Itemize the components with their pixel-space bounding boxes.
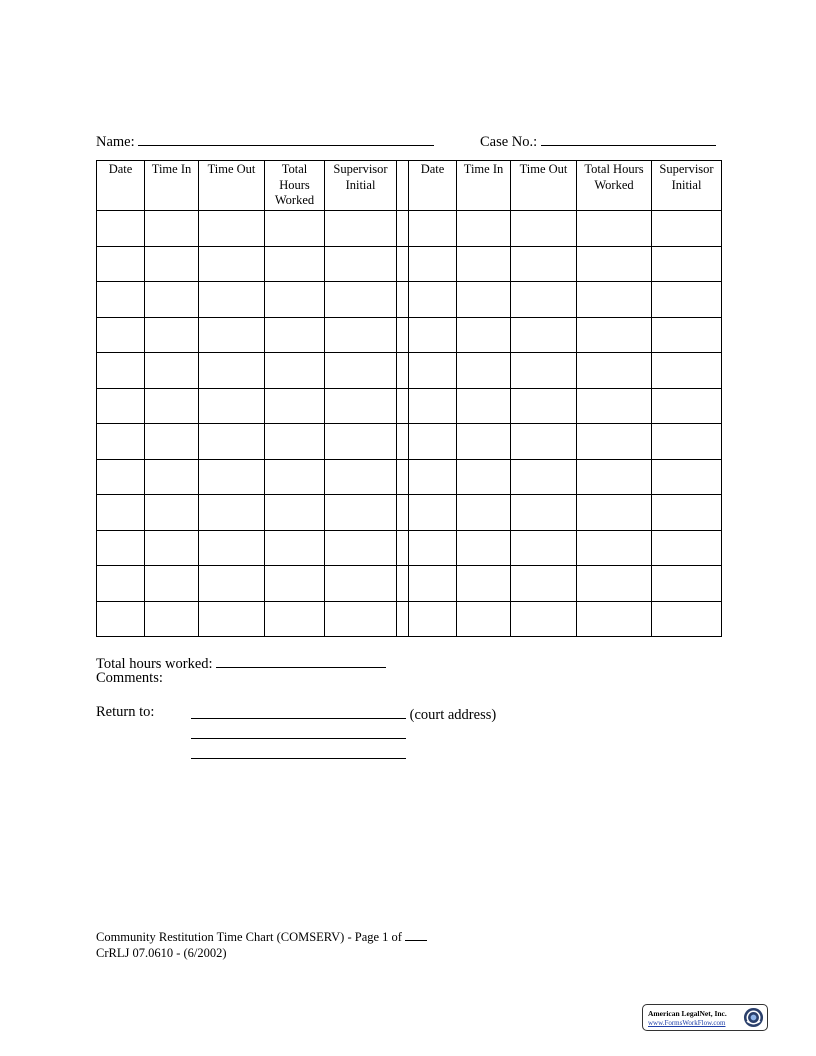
- entry-cell[interactable]: [409, 530, 457, 566]
- entry-cell[interactable]: [325, 388, 397, 424]
- entry-cell[interactable]: [457, 282, 511, 318]
- time-log-body: [97, 211, 722, 637]
- table-row: [97, 282, 722, 318]
- entry-cell[interactable]: [577, 601, 652, 637]
- case-number-row: [480, 131, 716, 151]
- entry-cell[interactable]: [97, 530, 145, 566]
- table-row: [97, 317, 722, 353]
- entry-cell[interactable]: [145, 424, 199, 460]
- entry-cell[interactable]: [265, 566, 325, 602]
- entry-cell[interactable]: [652, 353, 722, 389]
- table-row: [97, 459, 722, 495]
- entry-cell[interactable]: [145, 246, 199, 282]
- entry-cell[interactable]: [409, 211, 457, 247]
- col-header-time-in: Time In: [145, 161, 199, 211]
- entry-cell[interactable]: [97, 424, 145, 460]
- entry-cell[interactable]: [325, 530, 397, 566]
- entry-cell[interactable]: [265, 388, 325, 424]
- entry-cell[interactable]: [409, 601, 457, 637]
- entry-cell[interactable]: [97, 459, 145, 495]
- col-header-time-out-2: Time Out: [511, 161, 577, 211]
- entry-cell[interactable]: [145, 317, 199, 353]
- table-row: [97, 495, 722, 531]
- entry-cell[interactable]: [145, 601, 199, 637]
- entry-cell[interactable]: [511, 459, 577, 495]
- entry-cell[interactable]: [145, 566, 199, 602]
- footer-page-text: Community Restitution Time Chart (COMSERV) - Page 1 of: [96, 930, 402, 944]
- entry-cell[interactable]: [652, 282, 722, 318]
- entry-cell[interactable]: [409, 282, 457, 318]
- return-address-line-1-row: [191, 704, 496, 724]
- entry-cell[interactable]: [145, 530, 199, 566]
- entry-cell[interactable]: [577, 424, 652, 460]
- entry-cell[interactable]: [652, 211, 722, 247]
- entry-cell[interactable]: [145, 459, 199, 495]
- entry-cell[interactable]: [511, 601, 577, 637]
- entry-cell[interactable]: [199, 353, 265, 389]
- entry-cell[interactable]: [409, 353, 457, 389]
- entry-cell[interactable]: [97, 282, 145, 318]
- entry-cell[interactable]: [325, 353, 397, 389]
- entry-cell[interactable]: [199, 566, 265, 602]
- return-address-line-3[interactable]: [191, 758, 406, 759]
- spacer-cell: [397, 353, 409, 389]
- form-footer-code: CrRLJ 07.0610 - (6/2002): [96, 946, 227, 960]
- entry-cell[interactable]: [97, 566, 145, 602]
- case-number-label: Case No.:: [480, 134, 538, 150]
- entry-cell[interactable]: [457, 566, 511, 602]
- entry-cell[interactable]: [409, 388, 457, 424]
- publisher-badge: [642, 1004, 768, 1031]
- entry-cell[interactable]: [265, 495, 325, 531]
- entry-cell[interactable]: [457, 317, 511, 353]
- entry-cell[interactable]: [652, 459, 722, 495]
- entry-cell[interactable]: [145, 353, 199, 389]
- entry-cell[interactable]: [577, 211, 652, 247]
- spacer-cell: [397, 601, 409, 637]
- entry-cell[interactable]: [97, 495, 145, 531]
- entry-cell[interactable]: [652, 530, 722, 566]
- page-total-input-line[interactable]: [405, 929, 427, 941]
- entry-cell[interactable]: [325, 317, 397, 353]
- entry-cell[interactable]: [325, 495, 397, 531]
- entry-cell[interactable]: [511, 388, 577, 424]
- entry-cell[interactable]: [265, 282, 325, 318]
- total-hours-input-line[interactable]: [216, 653, 386, 668]
- entry-cell[interactable]: [577, 566, 652, 602]
- form-footer-title: [96, 929, 427, 945]
- entry-cell[interactable]: [199, 246, 265, 282]
- entry-cell[interactable]: [511, 282, 577, 318]
- publisher-url[interactable]: www.FormsWorkFlow.com: [648, 1019, 726, 1027]
- spacer-cell: [397, 282, 409, 318]
- entry-cell[interactable]: [511, 424, 577, 460]
- return-address-line-2[interactable]: [191, 738, 406, 739]
- entry-cell[interactable]: [652, 601, 722, 637]
- entry-cell[interactable]: [97, 601, 145, 637]
- entry-cell[interactable]: [457, 495, 511, 531]
- entry-cell[interactable]: [457, 353, 511, 389]
- entry-cell[interactable]: [652, 424, 722, 460]
- col-header-total-hours: Total Hours Worked: [265, 161, 325, 211]
- entry-cell[interactable]: [457, 601, 511, 637]
- entry-cell[interactable]: [199, 459, 265, 495]
- table-row: [97, 353, 722, 389]
- entry-cell[interactable]: [457, 388, 511, 424]
- entry-cell[interactable]: [652, 388, 722, 424]
- return-to-label: Return to:: [96, 704, 155, 720]
- entry-cell[interactable]: [652, 495, 722, 531]
- entry-cell[interactable]: [199, 317, 265, 353]
- entry-cell[interactable]: [409, 246, 457, 282]
- spacer-cell: [397, 424, 409, 460]
- spacer-cell: [397, 388, 409, 424]
- table-row: [97, 424, 722, 460]
- table-row: [97, 211, 722, 247]
- entry-cell[interactable]: [577, 282, 652, 318]
- col-header-date-2: Date: [409, 161, 457, 211]
- col-header-time-out: Time Out: [199, 161, 265, 211]
- total-hours-label: Total hours worked:: [96, 656, 213, 672]
- entry-cell[interactable]: [577, 530, 652, 566]
- entry-cell[interactable]: [325, 601, 397, 637]
- entry-cell[interactable]: [409, 317, 457, 353]
- name-field-row: [96, 131, 434, 151]
- table-row: [97, 388, 722, 424]
- col-header-supervisor-initial-2: Supervisor Initial: [652, 161, 722, 211]
- table-header-row: [97, 161, 722, 211]
- entry-cell[interactable]: [199, 388, 265, 424]
- entry-cell[interactable]: [409, 459, 457, 495]
- entry-cell[interactable]: [265, 211, 325, 247]
- entry-cell[interactable]: [199, 601, 265, 637]
- table-row: [97, 566, 722, 602]
- entry-cell[interactable]: [97, 388, 145, 424]
- col-spacer: [397, 161, 409, 211]
- globe-icon: [743, 1007, 764, 1028]
- col-header-total-hours-2: Total Hours Worked: [577, 161, 652, 211]
- entry-cell[interactable]: [325, 566, 397, 602]
- entry-cell[interactable]: [577, 495, 652, 531]
- entry-cell[interactable]: [97, 353, 145, 389]
- entry-cell[interactable]: [511, 211, 577, 247]
- entry-cell[interactable]: [265, 317, 325, 353]
- entry-cell[interactable]: [145, 282, 199, 318]
- entry-cell[interactable]: [265, 601, 325, 637]
- entry-cell[interactable]: [409, 424, 457, 460]
- table-row: [97, 530, 722, 566]
- entry-cell[interactable]: [457, 246, 511, 282]
- entry-cell[interactable]: [511, 317, 577, 353]
- entry-cell[interactable]: [199, 424, 265, 460]
- entry-cell[interactable]: [97, 317, 145, 353]
- col-header-supervisor-initial: Supervisor Initial: [325, 161, 397, 211]
- entry-cell[interactable]: [265, 424, 325, 460]
- entry-cell[interactable]: [577, 388, 652, 424]
- name-input-line[interactable]: [138, 131, 434, 146]
- publisher-name: American LegalNet, Inc.: [648, 1009, 727, 1018]
- court-address-label: (court address): [409, 707, 497, 723]
- entry-cell[interactable]: [199, 495, 265, 531]
- entry-cell[interactable]: [511, 495, 577, 531]
- entry-cell[interactable]: [511, 353, 577, 389]
- entry-cell[interactable]: [265, 353, 325, 389]
- entry-cell[interactable]: [511, 566, 577, 602]
- spacer-cell: [397, 211, 409, 247]
- entry-cell[interactable]: [457, 424, 511, 460]
- entry-cell[interactable]: [652, 246, 722, 282]
- spacer-cell: [397, 246, 409, 282]
- spacer-cell: [397, 459, 409, 495]
- entry-cell[interactable]: [145, 495, 199, 531]
- entry-cell[interactable]: [97, 211, 145, 247]
- entry-cell[interactable]: [145, 388, 199, 424]
- entry-cell[interactable]: [457, 211, 511, 247]
- spacer-cell: [397, 530, 409, 566]
- col-header-time-in-2: Time In: [457, 161, 511, 211]
- entry-cell[interactable]: [577, 459, 652, 495]
- entry-cell[interactable]: [145, 211, 199, 247]
- case-number-input-line[interactable]: [541, 131, 716, 146]
- spacer-cell: [397, 317, 409, 353]
- entry-cell[interactable]: [577, 353, 652, 389]
- entry-cell[interactable]: [265, 246, 325, 282]
- entry-cell[interactable]: [511, 530, 577, 566]
- entry-cell[interactable]: [265, 459, 325, 495]
- entry-cell[interactable]: [325, 459, 397, 495]
- table-row: [97, 246, 722, 282]
- entry-cell[interactable]: [577, 317, 652, 353]
- table-row: [97, 601, 722, 637]
- col-header-date: Date: [97, 161, 145, 211]
- entry-cell[interactable]: [511, 246, 577, 282]
- entry-cell[interactable]: [652, 317, 722, 353]
- entry-cell[interactable]: [265, 530, 325, 566]
- entry-cell[interactable]: [325, 211, 397, 247]
- entry-cell[interactable]: [97, 246, 145, 282]
- entry-cell[interactable]: [577, 246, 652, 282]
- name-label: Name:: [96, 134, 135, 150]
- entry-cell[interactable]: [409, 495, 457, 531]
- entry-cell[interactable]: [457, 530, 511, 566]
- time-log-table: [96, 160, 722, 637]
- entry-cell[interactable]: [325, 424, 397, 460]
- entry-cell[interactable]: [325, 282, 397, 318]
- entry-cell[interactable]: [409, 566, 457, 602]
- entry-cell[interactable]: [652, 566, 722, 602]
- spacer-cell: [397, 495, 409, 531]
- entry-cell[interactable]: [199, 530, 265, 566]
- entry-cell[interactable]: [457, 459, 511, 495]
- entry-cell[interactable]: [325, 246, 397, 282]
- spacer-cell: [397, 566, 409, 602]
- entry-cell[interactable]: [199, 211, 265, 247]
- return-address-line-1[interactable]: [191, 704, 406, 719]
- entry-cell[interactable]: [199, 282, 265, 318]
- comments-label: Comments:: [96, 670, 163, 686]
